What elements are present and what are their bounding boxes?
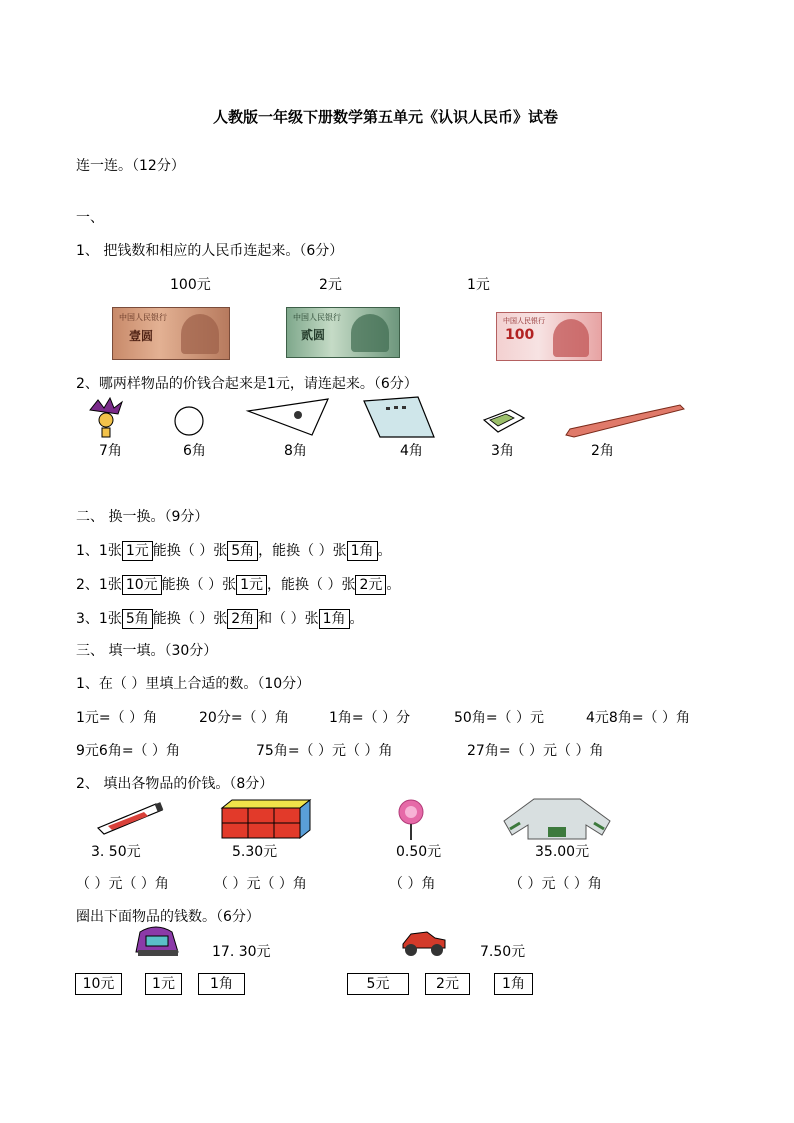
row-text: ，能换（ ）张 bbox=[267, 577, 356, 593]
money-box: 2元 bbox=[355, 575, 386, 595]
row-text: 。 bbox=[386, 577, 401, 593]
money-box: 1元 bbox=[236, 575, 267, 595]
row-text: 能换（ ）张 bbox=[152, 611, 228, 627]
fill-item: 1角=（ ）分 bbox=[329, 710, 411, 726]
fill-item: 9元6角=（ ）角 bbox=[76, 743, 180, 759]
price-label: 7角 bbox=[99, 443, 122, 459]
toothpaste-icon[interactable] bbox=[94, 800, 166, 836]
note-denomination: 贰圆 bbox=[301, 328, 326, 342]
row-text: 1、1张 bbox=[76, 543, 122, 559]
item-price: 3. 50元 bbox=[91, 844, 141, 860]
fill-item: 75角=（ ）元（ ）角 bbox=[256, 743, 393, 759]
section-one-q1: 1、 把钱数和相应的人民币连起来。（6分） bbox=[76, 243, 344, 259]
item-price: 35.00元 bbox=[535, 844, 590, 860]
amount-label: 1元 bbox=[467, 277, 490, 293]
row-text: 。 bbox=[349, 611, 364, 627]
circle-heading: 圈出下面物品的钱数。（6分） bbox=[76, 909, 260, 925]
row-text: 能换（ ）张 bbox=[161, 577, 237, 593]
money-choice-box[interactable]: 1角 bbox=[198, 973, 245, 995]
exchange-row bbox=[76, 609, 364, 629]
section-three-heading: 三、 填一填。（30分） bbox=[76, 643, 218, 659]
hundred-yuan-banknote[interactable] bbox=[496, 312, 602, 361]
row-text: ，能换（ ）张 bbox=[258, 543, 347, 559]
amount-label: 2元 bbox=[319, 277, 342, 293]
money-box: 5角 bbox=[227, 541, 258, 561]
answer-blank[interactable]: （ ）元（ ）角 bbox=[76, 876, 169, 892]
fill-item: 1元=（ ）角 bbox=[76, 710, 158, 726]
price-label: 3角 bbox=[491, 443, 514, 459]
sweater-icon[interactable] bbox=[498, 795, 616, 841]
money-choice-box[interactable]: 5元 bbox=[347, 973, 409, 995]
backpack-icon[interactable] bbox=[132, 922, 182, 958]
section-one-label: 一、 bbox=[76, 210, 104, 226]
money-box: 1角 bbox=[319, 609, 350, 629]
note-bank-text: 中国人民银行 bbox=[503, 317, 545, 325]
intro-text: 连一连。（12分） bbox=[76, 158, 185, 174]
row-text: 和（ ）张 bbox=[258, 611, 319, 627]
money-choice-box[interactable]: 1角 bbox=[494, 973, 533, 995]
item-price: 0.50元 bbox=[396, 844, 442, 860]
portrait-icon bbox=[351, 314, 389, 352]
toy-car-icon[interactable] bbox=[397, 924, 449, 958]
note-bank-text: 中国人民银行 bbox=[119, 313, 167, 322]
money-box: 1角 bbox=[347, 541, 378, 561]
fill-item: 50角=（ ）元 bbox=[454, 710, 544, 726]
jester-toy-icon[interactable] bbox=[84, 396, 128, 442]
triangle-ruler-icon[interactable] bbox=[246, 397, 330, 437]
fill-item: 27角=（ ）元（ ）角 bbox=[467, 743, 604, 759]
answer-blank[interactable]: （ ）元（ ）角 bbox=[214, 876, 307, 892]
section-one-q2: 2、哪两样物品的价钱合起来是1元，请连起来。（6分） bbox=[76, 376, 418, 392]
money-choice-box[interactable]: 2元 bbox=[425, 973, 470, 995]
money-choice-box[interactable]: 1元 bbox=[145, 973, 182, 995]
price-label: 8角 bbox=[284, 443, 307, 459]
money-box: 1元 bbox=[122, 541, 153, 561]
rubiks-cube-icon[interactable] bbox=[220, 798, 312, 840]
item-price: 5.30元 bbox=[232, 844, 278, 860]
money-box: 2角 bbox=[227, 609, 258, 629]
eraser-icon[interactable] bbox=[480, 406, 528, 436]
row-text: 2、1张 bbox=[76, 577, 122, 593]
fill-item: 20分=（ ）角 bbox=[199, 710, 289, 726]
money-box: 5角 bbox=[122, 609, 153, 629]
note-denomination: 100 bbox=[505, 327, 535, 343]
money-choice-box[interactable]: 10元 bbox=[75, 973, 122, 995]
answer-blank[interactable]: （ ）元（ ）角 bbox=[509, 876, 602, 892]
money-box: 10元 bbox=[122, 575, 162, 595]
one-yuan-banknote[interactable] bbox=[112, 307, 230, 360]
exchange-row bbox=[76, 575, 400, 595]
item-price: 7.50元 bbox=[480, 944, 526, 960]
note-bank-text: 中国人民银行 bbox=[293, 313, 341, 322]
row-text: 。 bbox=[377, 543, 392, 559]
row-text: 3、1张 bbox=[76, 611, 122, 627]
section-three-q2: 2、 填出各物品的价钱。（8分） bbox=[76, 776, 274, 792]
row-text: 能换（ ）张 bbox=[152, 543, 228, 559]
ball-icon[interactable] bbox=[172, 405, 206, 437]
pencil-icon[interactable] bbox=[564, 403, 686, 437]
answer-blank[interactable]: （ ）角 bbox=[389, 876, 436, 892]
portrait-icon bbox=[553, 319, 589, 357]
fill-item: 4元8角=（ ）角 bbox=[586, 710, 690, 726]
lollipop-icon[interactable] bbox=[393, 798, 429, 840]
price-label: 4角 bbox=[400, 443, 423, 459]
section-two-heading: 二、 换一换。（9分） bbox=[76, 509, 209, 525]
notebook-icon[interactable] bbox=[360, 395, 436, 439]
exchange-row bbox=[76, 541, 392, 561]
item-price: 17. 30元 bbox=[212, 944, 271, 960]
amount-label: 100元 bbox=[170, 277, 211, 293]
price-label: 2角 bbox=[591, 443, 614, 459]
price-label: 6角 bbox=[183, 443, 206, 459]
section-three-q1: 1、在（ ）里填上合适的数。（10分） bbox=[76, 676, 311, 692]
two-yuan-banknote[interactable] bbox=[286, 307, 400, 358]
note-denomination: 壹圆 bbox=[129, 329, 154, 343]
portrait-icon bbox=[181, 314, 219, 354]
page-title: 人教版一年级下册数学第五单元《认识人民币》试卷 bbox=[213, 108, 559, 126]
